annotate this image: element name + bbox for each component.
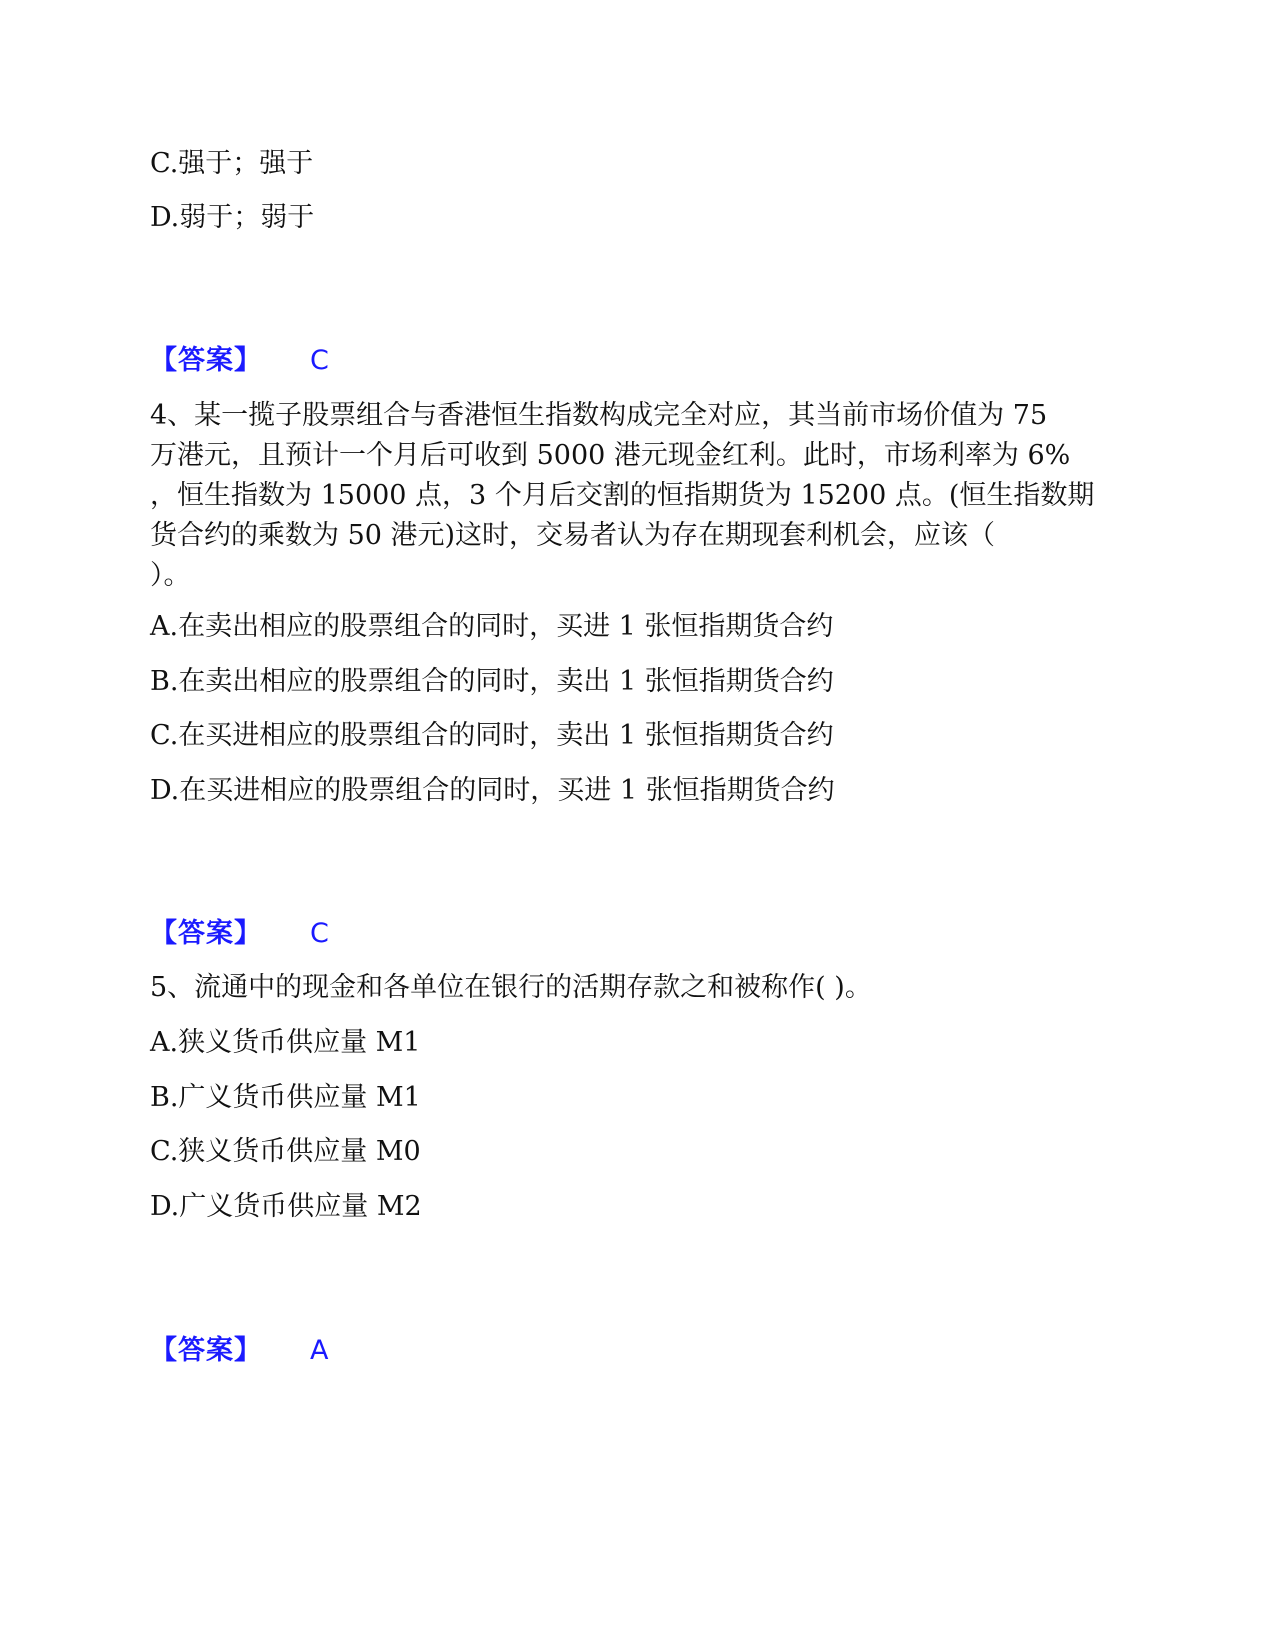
q3-option-d: D.弱于；弱于 <box>150 202 315 233</box>
q4-stem-line: 万港元，且预计一个月后可收到 5000 港元现金红利。此时，市场利率为 6% <box>150 440 1071 471</box>
answer-label: 【答案】 <box>150 345 262 376</box>
q4-option-d: D.在买进相应的股票组合的同时，买进 1 张恒指期货合约 <box>150 775 835 806</box>
q4-stem <box>150 396 1125 596</box>
q4-stem-line: 货合约的乘数为 50 港元)这时，交易者认为存在期现套利机会，应该（ <box>150 520 996 551</box>
q5-option-b: B.广义货币供应量 M1 <box>150 1082 421 1113</box>
q3-answer <box>150 341 329 381</box>
q5-option-d: D.广义货币供应量 M2 <box>150 1191 422 1222</box>
answer-value: C <box>310 345 329 376</box>
q4-answer <box>150 914 329 954</box>
q4-stem-line: ）。 <box>150 560 191 591</box>
answer-value: C <box>310 918 329 949</box>
q5-stem: 5、流通中的现金和各单位在银行的活期存款之和被称作( )。 <box>150 972 872 1003</box>
q4-option-c: C.在买进相应的股票组合的同时，卖出 1 张恒指期货合约 <box>150 720 834 751</box>
q5-option-a: A.狭义货币供应量 M1 <box>150 1027 421 1058</box>
q4-option-b: B.在卖出相应的股票组合的同时，卖出 1 张恒指期货合约 <box>150 666 834 697</box>
q5-option-c: C.狭义货币供应量 M0 <box>150 1136 421 1167</box>
q5-answer <box>150 1331 328 1371</box>
q3-option-c: C.强于；强于 <box>150 148 314 179</box>
answer-value: A <box>310 1335 329 1366</box>
q4-option-a: A.在卖出相应的股票组合的同时，买进 1 张恒指期货合约 <box>150 611 834 642</box>
answer-label: 【答案】 <box>150 918 262 949</box>
answer-label: 【答案】 <box>150 1335 262 1366</box>
q4-stem-line: 4、某一揽子股票组合与香港恒生指数构成完全对应，其当前市场价值为 75 <box>150 400 1048 431</box>
q4-stem-line: ，恒生指数为 15000 点，3 个月后交割的恒指期货为 15200 点。(恒生指数期 <box>150 480 1095 511</box>
